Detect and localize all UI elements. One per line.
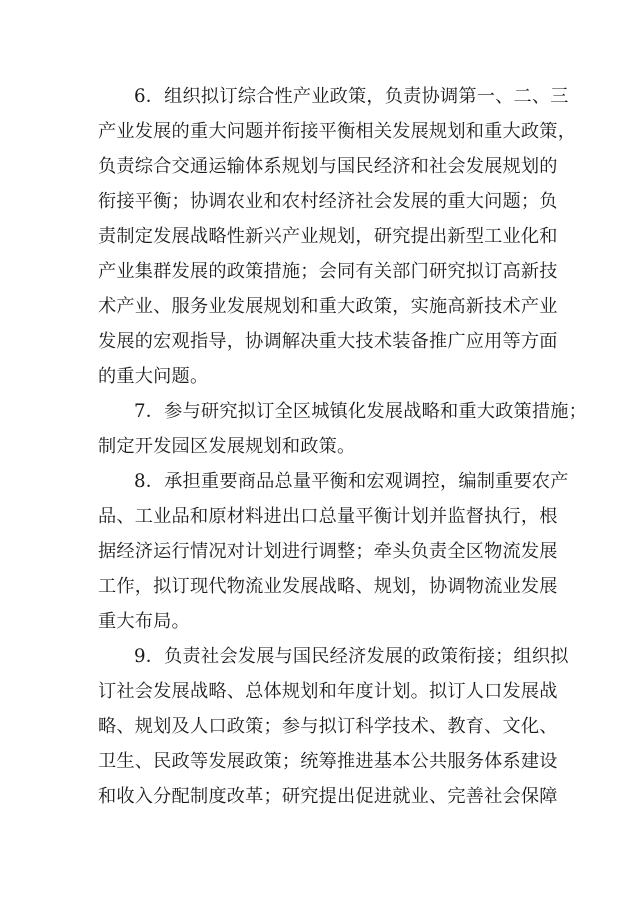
text-line: 订社会发展战略、总体规划和年度计划。拟订人口发展战: [98, 681, 558, 702]
text-line: 8．承担重要商品总量平衡和宏观调控，编制重要农产: [134, 471, 569, 492]
text-line: 制定开发园区发展规划和政策。: [98, 436, 356, 457]
paragraph-item-6: [98, 79, 577, 394]
text-line: 负责综合交通运输体系规划与国民经济和社会发展规划的: [98, 156, 558, 177]
text-line: 工作，拟订现代物流业发展战略、规划，协调物流业发展: [98, 576, 558, 597]
document-body: [98, 79, 588, 814]
paragraph-item-7: [98, 394, 588, 464]
text-line: 术产业、服务业发展规划和重大政策，实施高新技术产业: [98, 296, 558, 317]
text-line: 据经济运行情况对计划进行调整；牵头负责全区物流发展: [98, 541, 558, 562]
text-line: 重大布局。: [98, 611, 190, 632]
text-line: 的重大问题。: [98, 366, 209, 387]
text-line: 6．组织拟订综合性产业政策，负责协调第一、二、三: [134, 86, 569, 107]
text-line: 产业发展的重大问题并衔接平衡相关发展规划和重大政策，: [98, 121, 577, 142]
text-line: 和收入分配制度改革；研究提出促进就业、完善社会保障: [98, 786, 558, 807]
text-line: 略、规划及人口政策；参与拟订科学技术、教育、文化、: [98, 716, 558, 737]
text-line: 卫生、民政等发展政策；统筹推进基本公共服务体系建设: [98, 751, 558, 772]
text-line: 7．参与研究拟订全区城镇化发展战略和重大政策措施；: [134, 401, 588, 422]
paragraph-item-9: [98, 639, 569, 814]
text-line: 责制定发展战略性新兴产业规划，研究提出新型工业化和: [98, 226, 558, 247]
paragraph-item-8: [98, 464, 569, 639]
text-line: 品、工业品和原材料进出口总量平衡计划并监督执行，根: [98, 506, 558, 527]
text-line: 发展的宏观指导，协调解决重大技术装备推广应用等方面: [98, 331, 558, 352]
text-line: 9．负责社会发展与国民经济发展的政策衔接；组织拟: [134, 646, 569, 667]
text-line: 衔接平衡；协调农业和农村经济社会发展的重大问题；负: [98, 191, 558, 212]
text-line: 产业集群发展的政策措施；会同有关部门研究拟订高新技: [98, 261, 558, 282]
